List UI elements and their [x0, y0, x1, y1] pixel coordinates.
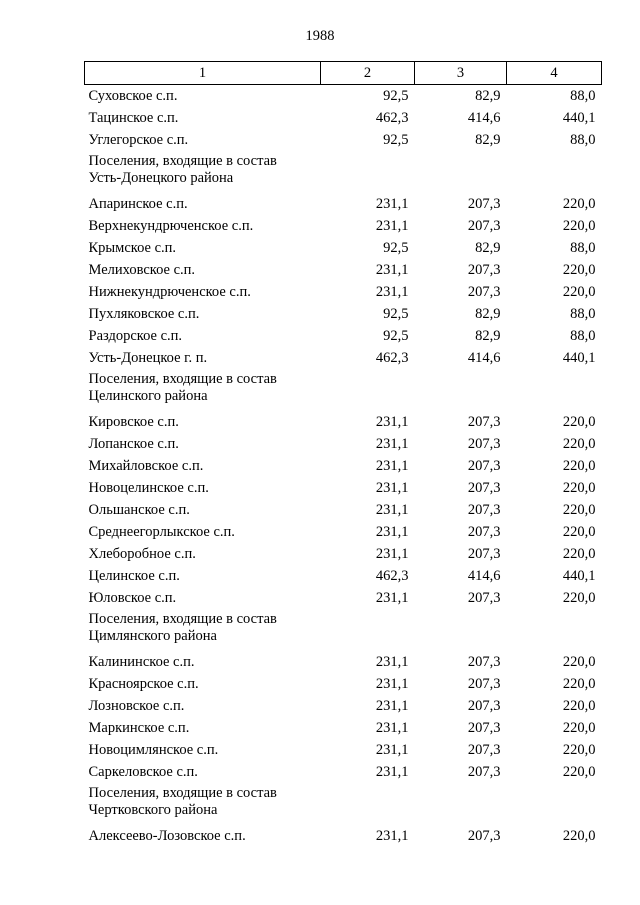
value-cell-col3: 207,3 [467, 764, 501, 780]
value-cell-col2: 462,3 [375, 110, 409, 126]
settlement-name-cell: Пухляковское с.п. [88, 306, 200, 322]
settlement-name-cell: Крымское с.п. [88, 240, 177, 256]
table-row [85, 477, 602, 499]
table-row [85, 717, 602, 739]
value-cell-col2: 462,3 [375, 568, 409, 584]
group-heading-line: Поселения, входящие в состав [88, 371, 277, 387]
settlement-name-cell: Кировское с.п. [88, 414, 179, 430]
value-cell-col4: 440,1 [562, 350, 596, 366]
value-cell-col2: 231,1 [375, 502, 409, 518]
value-cell-col3: 207,3 [467, 698, 501, 714]
value-cell-col2: 231,1 [375, 414, 409, 430]
column-header-3: 3 [415, 62, 507, 85]
settlement-name-cell: Углегорское с.п. [88, 132, 189, 148]
group-heading [85, 151, 602, 193]
table-row [85, 215, 602, 237]
value-cell-col3: 82,9 [475, 328, 501, 344]
value-cell-col3: 82,9 [475, 240, 501, 256]
settlement-name-cell: Новоцелинское с.п. [88, 480, 209, 496]
table-row [85, 259, 602, 281]
settlement-name-cell: Апаринское с.п. [88, 196, 188, 212]
settlement-name-cell: Юловское с.п. [88, 590, 177, 606]
settlement-name-cell: Нижнекундрюченское с.п. [88, 284, 251, 300]
value-cell-col4: 220,0 [562, 742, 596, 758]
settlement-name-cell: Тацинское с.п. [88, 110, 179, 126]
group-heading [85, 609, 602, 651]
value-cell-col3: 207,3 [467, 524, 501, 540]
table-row [85, 347, 602, 369]
value-cell-col3: 207,3 [467, 676, 501, 692]
table-group-heading-row [85, 783, 602, 825]
value-cell-col4: 440,1 [562, 568, 596, 584]
group-heading-line: Усть-Донецкого района [88, 170, 234, 186]
settlement-name-cell: Целинское с.п. [88, 568, 180, 584]
table-row [85, 565, 602, 587]
table-row [85, 433, 602, 455]
settlements-table [84, 61, 602, 847]
table-row [85, 129, 602, 151]
settlement-name-cell: Усть-Донецкое г. п. [88, 350, 208, 366]
value-cell-col4: 220,0 [562, 720, 596, 736]
value-cell-col3: 207,3 [467, 284, 501, 300]
table-row [85, 237, 602, 259]
value-cell-col2: 231,1 [375, 698, 409, 714]
table-row [85, 281, 602, 303]
value-cell-col2: 231,1 [375, 262, 409, 278]
value-cell-col4: 220,0 [562, 284, 596, 300]
column-header-4: 4 [507, 62, 602, 85]
value-cell-col3: 207,3 [467, 546, 501, 562]
value-cell-col3: 207,3 [467, 502, 501, 518]
settlement-name-cell: Саркеловское с.п. [88, 764, 198, 780]
settlement-name-cell: Мелиховское с.п. [88, 262, 196, 278]
value-cell-col3: 414,6 [467, 110, 501, 126]
settlement-name-cell: Михайловское с.п. [88, 458, 204, 474]
value-cell-col2: 231,1 [375, 196, 409, 212]
table-row [85, 107, 602, 129]
value-cell-col4: 220,0 [562, 480, 596, 496]
value-cell-col2: 231,1 [375, 720, 409, 736]
table-group-heading-row [85, 151, 602, 193]
group-heading-line: Целинского района [88, 388, 208, 404]
value-cell-col3: 82,9 [475, 132, 501, 148]
value-cell-col3: 207,3 [467, 218, 501, 234]
table-group-heading-row [85, 609, 602, 651]
value-cell-col3: 207,3 [467, 458, 501, 474]
value-cell-col3: 414,6 [467, 568, 501, 584]
value-cell-col2: 231,1 [375, 590, 409, 606]
group-heading-line: Чертковского района [88, 802, 218, 818]
value-cell-col2: 231,1 [375, 458, 409, 474]
settlement-name-cell: Алексеево-Лозовское с.п. [88, 828, 246, 844]
value-cell-col2: 231,1 [375, 524, 409, 540]
table-row [85, 455, 602, 477]
value-cell-col4: 220,0 [562, 502, 596, 518]
table-row [85, 739, 602, 761]
table-row [85, 651, 602, 673]
value-cell-col3: 82,9 [475, 306, 501, 322]
settlement-name-cell: Суховское с.п. [88, 88, 178, 104]
table-row [85, 695, 602, 717]
table-row [85, 325, 602, 347]
value-cell-col4: 88,0 [570, 306, 596, 322]
value-cell-col4: 88,0 [570, 88, 596, 104]
value-cell-col4: 220,0 [562, 414, 596, 430]
value-cell-col2: 92,5 [383, 88, 409, 104]
value-cell-col2: 231,1 [375, 436, 409, 452]
value-cell-col4: 220,0 [562, 676, 596, 692]
value-cell-col3: 207,3 [467, 414, 501, 430]
settlement-name-cell: Раздорское с.п. [88, 328, 183, 344]
table-row [85, 85, 602, 108]
value-cell-col4: 220,0 [562, 828, 596, 844]
table-row [85, 521, 602, 543]
value-cell-col2: 231,1 [375, 546, 409, 562]
value-cell-col4: 88,0 [570, 132, 596, 148]
value-cell-col4: 220,0 [562, 458, 596, 474]
value-cell-col4: 220,0 [562, 262, 596, 278]
group-heading-line: Поселения, входящие в состав [88, 611, 277, 627]
value-cell-col3: 207,3 [467, 828, 501, 844]
value-cell-col4: 220,0 [562, 698, 596, 714]
value-cell-col3: 82,9 [475, 88, 501, 104]
value-cell-col4: 220,0 [562, 764, 596, 780]
table-row [85, 825, 602, 847]
settlement-name-cell: Маркинское с.п. [88, 720, 190, 736]
value-cell-col3: 207,3 [467, 262, 501, 278]
settlement-name-cell: Новоцимлянское с.п. [88, 742, 219, 758]
value-cell-col4: 88,0 [570, 328, 596, 344]
value-cell-col2: 231,1 [375, 480, 409, 496]
value-cell-col4: 220,0 [562, 218, 596, 234]
settlement-name-cell: Ольшанское с.п. [88, 502, 190, 518]
value-cell-col2: 92,5 [383, 132, 409, 148]
value-cell-col3: 207,3 [467, 742, 501, 758]
value-cell-col4: 220,0 [562, 436, 596, 452]
value-cell-col2: 462,3 [375, 350, 409, 366]
value-cell-col2: 231,1 [375, 742, 409, 758]
value-cell-col4: 220,0 [562, 524, 596, 540]
value-cell-col2: 231,1 [375, 828, 409, 844]
value-cell-col2: 92,5 [383, 240, 409, 256]
settlement-name-cell: Красноярское с.п. [88, 676, 199, 692]
value-cell-col4: 220,0 [562, 590, 596, 606]
page-number: 1988 [305, 28, 335, 44]
group-heading [85, 369, 602, 411]
value-cell-col3: 207,3 [467, 196, 501, 212]
table-row [85, 673, 602, 695]
column-header-2: 2 [321, 62, 415, 85]
value-cell-col4: 220,0 [562, 654, 596, 670]
value-cell-col3: 207,3 [467, 436, 501, 452]
value-cell-col3: 207,3 [467, 590, 501, 606]
settlement-name-cell: Калининское с.п. [88, 654, 195, 670]
table-row [85, 499, 602, 521]
settlement-name-cell: Лозновское с.п. [88, 698, 185, 714]
table-header-row [85, 62, 602, 85]
value-cell-col2: 231,1 [375, 284, 409, 300]
table-group-heading-row [85, 369, 602, 411]
group-heading-line: Поселения, входящие в состав [88, 153, 277, 169]
table-row [85, 761, 602, 783]
settlement-name-cell: Хлеборобное с.п. [88, 546, 196, 562]
value-cell-col2: 231,1 [375, 654, 409, 670]
settlement-name-cell: Лопанское с.п. [88, 436, 179, 452]
value-cell-col2: 231,1 [375, 676, 409, 692]
settlement-name-cell: Среднеегорлыкское с.п. [88, 524, 235, 540]
table-body [85, 85, 602, 848]
value-cell-col4: 220,0 [562, 196, 596, 212]
value-cell-col3: 207,3 [467, 480, 501, 496]
group-heading-line: Цимлянского района [88, 628, 217, 644]
group-heading [85, 783, 602, 825]
group-heading-line: Поселения, входящие в состав [88, 785, 277, 801]
settlement-name-cell: Верхнекундрюченское с.п. [88, 218, 254, 234]
value-cell-col4: 440,1 [562, 110, 596, 126]
column-header-1: 1 [85, 62, 321, 85]
value-cell-col2: 92,5 [383, 306, 409, 322]
table-row [85, 303, 602, 325]
value-cell-col3: 207,3 [467, 720, 501, 736]
value-cell-col2: 92,5 [383, 328, 409, 344]
value-cell-col2: 231,1 [375, 764, 409, 780]
value-cell-col2: 231,1 [375, 218, 409, 234]
value-cell-col4: 220,0 [562, 546, 596, 562]
value-cell-col3: 414,6 [467, 350, 501, 366]
table-row [85, 193, 602, 215]
value-cell-col4: 88,0 [570, 240, 596, 256]
table-row [85, 411, 602, 433]
value-cell-col3: 207,3 [467, 654, 501, 670]
table-row [85, 587, 602, 609]
table-row [85, 543, 602, 565]
